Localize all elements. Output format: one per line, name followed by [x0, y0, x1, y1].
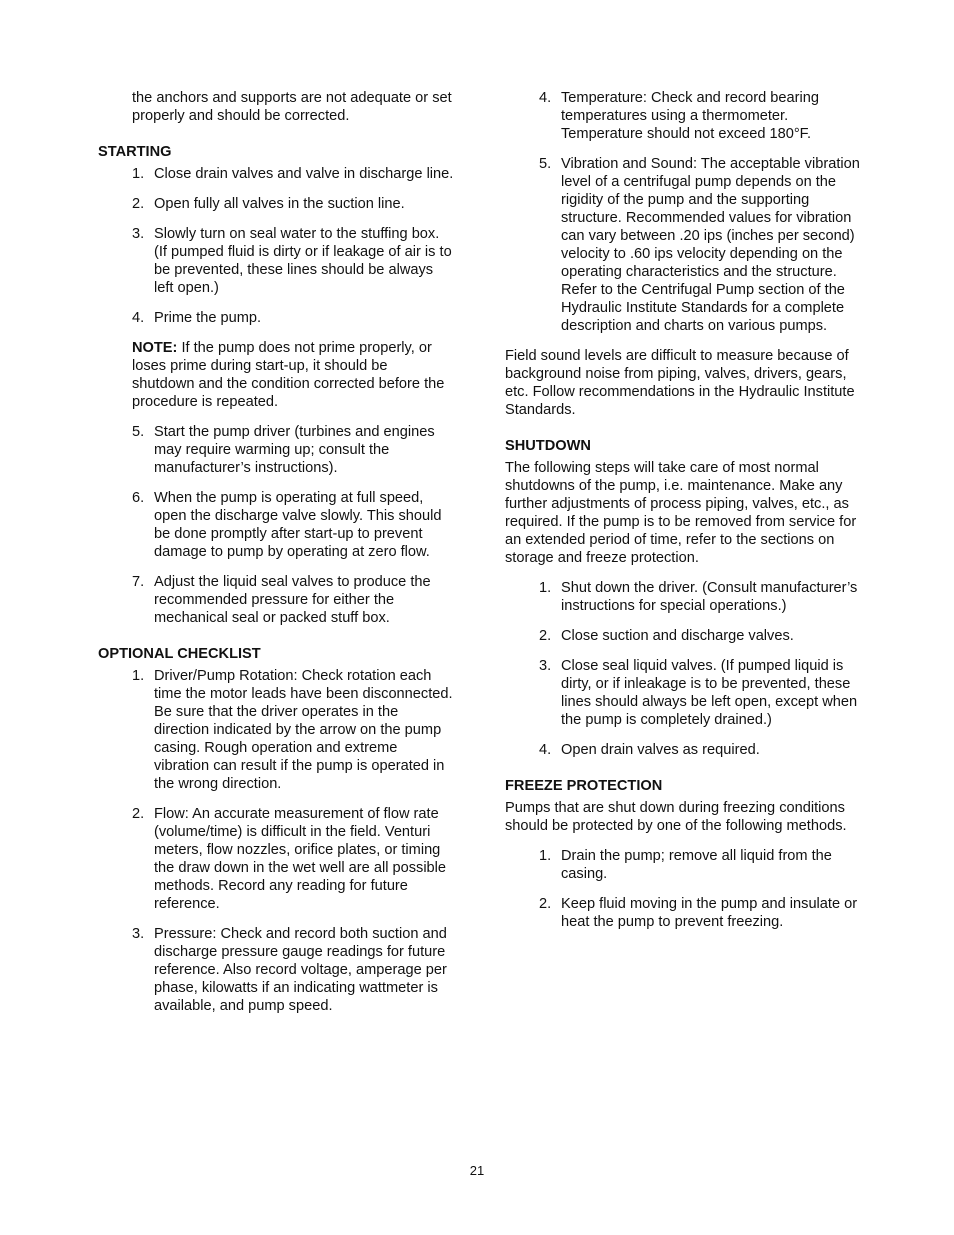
freeze-intro: Pumps that are shut down during freezing conditions should be protected by one of the following methods. — [505, 800, 847, 834]
checklist-list — [98, 667, 454, 1015]
list-item: 3. Close seal liquid valves. (If pumped liquid is dirty, or if inleakage is to be prevented, these lines should always be left open, except when the pump is completely drained.) — [539, 658, 858, 728]
list-item: 3. Slowly turn on seal water to the stuffing box. (If pumped fluid is dirty or if leakage of air is to be prevented, these lines should be always left open.) — [132, 226, 452, 296]
list-item: 1. Drain the pump; remove all liquid from the casing. — [539, 848, 832, 882]
list-item: 7. Adjust the liquid seal valves to produce the recommended pressure for either the mechanical seal or packed stuff box. — [132, 574, 431, 626]
list-item: 1. Shut down the driver. (Consult manufacturer’s instructions for special operations.) — [539, 580, 858, 614]
list-item: 1. Driver/Pump Rotation: Check rotation each time the motor leads have been disconnected. Be sure that the driver operates in the direction indicated by the arrow on the pump casing. Rough operation and extreme vibration can result if the pump is operated in the wrong direction. — [132, 668, 453, 792]
list-item: 5. Vibration and Sound: The acceptable vibration level of a centrifugal pump depends on the rigidity of the pump and the supporting structure. Recommended values for vibration can vary between .20 ips (inches per second) velocity to .60 ips velocity depending on the operating characteristics and the structure. Refer to the Centrifugal Pump section of the Hydraulic Institute Standards for a complete description and charts on various pumps. — [539, 156, 860, 334]
shutdown-intro: The following steps will take care of most normal shutdowns of the pump, i.e. maintenance. Make any further adjustments of process piping, valves, etc., as required. If the pump is to be removed from service for an extended period of time, refer to the sections on storage and freeze protection. — [505, 460, 857, 566]
list-item: 4. Open drain valves as required. — [539, 742, 760, 758]
list-item: 2. Open fully all valves in the suction line. — [132, 196, 405, 212]
list-item: 6. When the pump is operating at full speed, open the discharge valve slowly. This should be done promptly after start-up to prevent damage to pump by operating at zero flow. — [132, 490, 442, 560]
starting-list-b — [98, 423, 454, 627]
note-text: If the pump does not prime properly, or loses prime during start-up, it should be shutdown and the condition corrected before the procedure is repeated. — [132, 340, 445, 410]
left-column — [98, 89, 454, 1027]
intro-paragraph: the anchors and supports are not adequate or set properly and should be corrected. — [132, 90, 452, 124]
shutdown-list — [505, 579, 861, 759]
list-item: 3. Pressure: Check and record both suction and discharge pressure gauge readings for future reference. Also record voltage, amperage per phase, kilowatts if an indicating wattmeter is available, and pump speed. — [132, 926, 447, 1014]
list-item: 4. Prime the pump. — [132, 310, 262, 326]
list-item: 2. Keep fluid moving in the pump and insulate or heat the pump to prevent freezing. — [539, 896, 858, 930]
field-sound-paragraph: Field sound levels are difficult to measure because of background noise from piping, valves, drivers, gears, etc. Follow recommendations in the Hydraulic Institute Standards. — [505, 348, 855, 418]
page-number: 21 — [469, 1163, 485, 1178]
checklist-heading: OPTIONAL CHECKLIST — [98, 646, 261, 662]
list-item: 2. Close suction and discharge valves. — [539, 628, 794, 644]
list-item: 2. Flow: An accurate measurement of flow rate (volume/time) is difficult in the field. Venturi meters, flow nozzles, orifice plates, or timing the draw down in the wet well are all possible methods. Record any reading for future reference. — [132, 806, 447, 912]
starting-list-a — [98, 165, 454, 327]
right-column — [505, 89, 861, 943]
note-label: NOTE: — [132, 340, 178, 356]
shutdown-heading: SHUTDOWN — [505, 438, 591, 454]
note-paragraph — [98, 339, 454, 411]
list-item: 4. Temperature: Check and record bearing temperatures using a thermometer. Temperature should not exceed 180°F. — [539, 90, 819, 142]
list-item: 1. Close drain valves and valve in discharge line. — [132, 166, 454, 182]
freeze-list — [505, 847, 861, 931]
checklist-continued-list — [505, 89, 861, 335]
starting-heading: STARTING — [98, 144, 172, 160]
freeze-heading: FREEZE PROTECTION — [505, 778, 663, 794]
list-item: 5. Start the pump driver (turbines and engines may require warming up; consult the manufacturer’s instructions). — [132, 424, 435, 476]
